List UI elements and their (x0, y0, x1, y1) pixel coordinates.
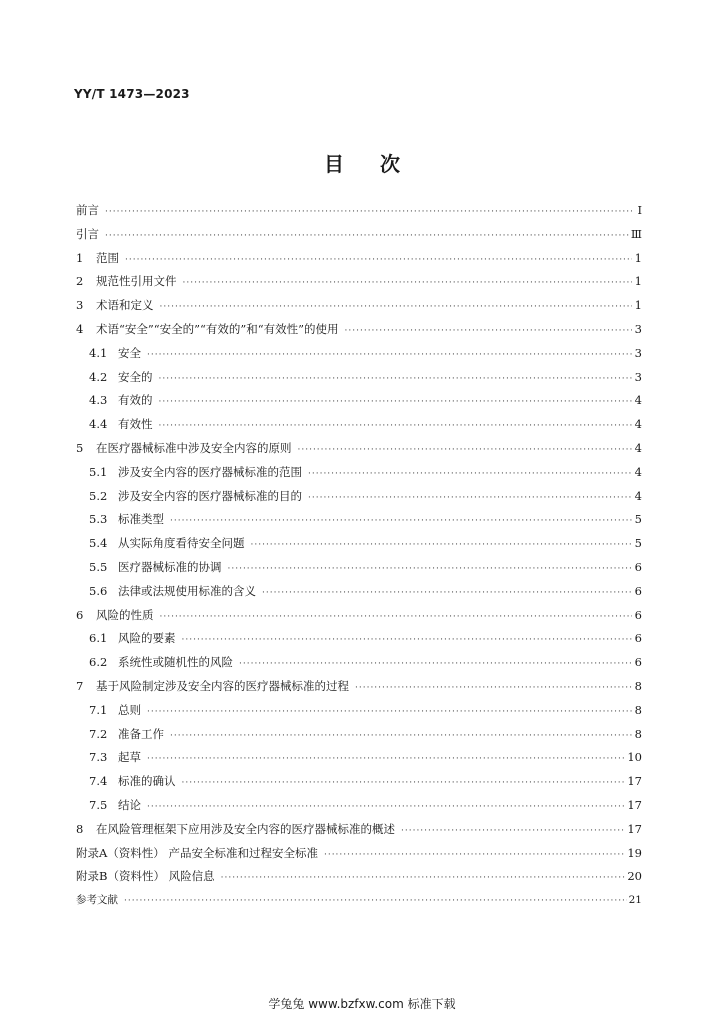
toc-entry-label: 规范性引用文件 (96, 274, 177, 289)
toc-entry-number: 6.1 (89, 631, 108, 646)
toc-entry[interactable] (76, 297, 642, 321)
toc-dot-leader (124, 896, 627, 906)
toc-entry-label: 安全的 (118, 369, 153, 384)
toc-entry-page: 3 (634, 369, 642, 384)
toc-entry-number: 7.3 (89, 750, 108, 765)
toc-dot-leader (170, 731, 632, 741)
toc-entry-page: Ⅲ (630, 226, 642, 241)
toc-entry[interactable] (76, 773, 642, 797)
toc-dot-leader (251, 540, 633, 550)
toc-entry-page: I (637, 203, 642, 217)
toc-dot-leader (147, 707, 632, 717)
toc-entry-label: 风险的要素 (118, 631, 176, 646)
toc-entry-page: 8 (634, 726, 642, 741)
toc-entry-label: 范围 (96, 250, 119, 265)
document-code: YY/T 1473—2023 (74, 87, 190, 101)
toc-entry-number: 4.2 (89, 369, 108, 384)
toc-dot-leader (183, 278, 633, 288)
toc-dot-leader (125, 255, 632, 265)
toc-entry[interactable] (76, 202, 642, 226)
toc-dot-leader (345, 326, 632, 336)
toc-entry-number: 7.2 (89, 726, 108, 741)
toc-dot-leader (147, 754, 625, 764)
toc-entry-number: 4.1 (89, 345, 108, 360)
toc-entry-page: 1 (634, 250, 642, 265)
toc-dot-leader (160, 612, 633, 622)
toc-entry[interactable] (76, 511, 642, 535)
toc-entry-label: 系统性或随机性的风险 (118, 655, 233, 670)
toc-dot-leader (147, 802, 625, 812)
toc-entry-label: 有效性 (118, 417, 153, 432)
toc-dot-leader (147, 350, 632, 360)
toc-entry[interactable] (76, 535, 642, 559)
toc-dot-leader (308, 469, 632, 479)
toc-dot-leader (401, 826, 625, 836)
toc-entry[interactable] (76, 892, 642, 916)
toc-entry-label: 涉及安全内容的医疗器械标准的范围 (118, 464, 302, 479)
toc-entry-number: 6 (76, 607, 84, 622)
toc-entry-page: 8 (634, 678, 642, 693)
toc-entry-page: 10 (627, 750, 642, 765)
toc-dot-leader (239, 659, 632, 669)
toc-entry-label: 附录B（资料性） 风险信息 (76, 869, 215, 884)
toc-entry-number: 7.5 (89, 797, 108, 812)
toc-dot-leader (182, 635, 633, 645)
toc-entry-page: 6 (634, 607, 642, 622)
toc-entry-number: 5.4 (89, 536, 108, 551)
toc-entry-page: 8 (634, 702, 642, 717)
toc-title: 目次 (324, 152, 436, 176)
toc-dot-leader (298, 445, 633, 455)
toc-entry-page: 6 (634, 559, 642, 574)
toc-entry-label: 总则 (118, 702, 141, 717)
toc-entry-page: 4 (634, 417, 642, 432)
toc-entry-number: 5.5 (89, 559, 108, 574)
toc-entry-number: 7 (76, 678, 84, 693)
toc-entry[interactable] (76, 749, 642, 773)
toc-entry-label: 起草 (118, 750, 141, 765)
toc-entry-page: 19 (627, 845, 642, 860)
toc-entry-number: 4.4 (89, 417, 108, 432)
toc-entry-label: 从实际角度看待安全问题 (118, 536, 245, 551)
toc-entry[interactable] (76, 416, 642, 440)
toc-entry-label: 准备工作 (118, 726, 164, 741)
toc-dot-leader (355, 683, 632, 693)
toc-entry[interactable] (76, 797, 642, 821)
toc-entry-label: 参考文献 (76, 894, 118, 907)
toc-dot-leader (105, 231, 629, 241)
toc-entry-label: 标准类型 (118, 512, 164, 527)
toc-entry-page: 6 (634, 583, 642, 598)
toc-entry[interactable] (76, 369, 642, 393)
toc-entry[interactable] (76, 559, 642, 583)
toc-entry[interactable] (76, 250, 642, 274)
toc-entry-number: 4 (76, 321, 84, 336)
toc-entry-label: 基于风险制定涉及安全内容的医疗器械标准的过程 (96, 678, 349, 693)
toc-dot-leader (159, 421, 633, 431)
toc-entry[interactable] (76, 345, 642, 369)
toc-entry[interactable] (76, 226, 642, 250)
table-of-contents (76, 202, 642, 916)
toc-entry-number: 4.3 (89, 393, 108, 408)
toc-entry-page: 6 (634, 655, 642, 670)
toc-entry-number: 7.4 (89, 774, 108, 789)
toc-entry-label: 附录A（资料性） 产品安全标准和过程安全标准 (76, 845, 318, 860)
toc-entry-number: 5.1 (89, 464, 108, 479)
toc-dot-leader (308, 493, 632, 503)
toc-entry-label: 标准的确认 (118, 774, 176, 789)
toc-entry-number: 5.3 (89, 512, 108, 527)
toc-entry[interactable] (76, 678, 642, 702)
toc-entry-label: 术语和定义 (96, 298, 154, 313)
toc-entry-page: 4 (634, 393, 642, 408)
toc-entry-number: 6.2 (89, 655, 108, 670)
toc-entry[interactable] (76, 583, 642, 607)
toc-entry-label: 结论 (118, 797, 141, 812)
toc-entry-number: 5.2 (89, 488, 108, 503)
toc-dot-leader (160, 302, 633, 312)
toc-entry-number: 1 (76, 250, 84, 265)
toc-entry[interactable] (76, 464, 642, 488)
toc-entry-label: 法律或法规使用标准的含义 (118, 583, 256, 598)
toc-entry-page: 17 (627, 774, 642, 789)
toc-entry[interactable] (76, 392, 642, 416)
toc-entry[interactable] (76, 845, 642, 869)
toc-entry-number: 5.6 (89, 583, 108, 598)
toc-entry[interactable] (76, 868, 642, 892)
toc-entry-page: 3 (634, 321, 642, 336)
toc-entry-label: 在医疗器械标准中涉及安全内容的原则 (96, 440, 292, 455)
toc-entry-label: 有效的 (118, 393, 153, 408)
toc-entry[interactable] (76, 726, 642, 750)
toc-entry-label: 前言 (76, 203, 99, 217)
toc-entry[interactable] (76, 321, 642, 345)
toc-dot-leader (221, 873, 626, 883)
toc-entry-label: 术语“安全”“安全的”“有效的”和“有效性”的使用 (96, 321, 339, 336)
toc-entry[interactable] (76, 654, 642, 678)
toc-entry[interactable] (76, 273, 642, 297)
toc-entry-page: 1 (634, 298, 642, 313)
toc-entry-number: 8 (76, 821, 84, 836)
toc-entry[interactable] (76, 488, 642, 512)
toc-entry[interactable] (76, 607, 642, 631)
toc-entry-page: 5 (634, 512, 642, 527)
toc-dot-leader (324, 850, 625, 860)
toc-entry[interactable] (76, 440, 642, 464)
toc-dot-leader (228, 564, 633, 574)
toc-entry-page: 1 (634, 274, 642, 289)
toc-entry[interactable] (76, 821, 642, 845)
toc-entry-number: 5 (76, 440, 84, 455)
toc-entry-label: 安全 (118, 345, 141, 360)
toc-entry-page: 5 (634, 536, 642, 551)
toc-entry-page: 21 (628, 894, 642, 907)
toc-entry-page: 6 (634, 631, 642, 646)
toc-entry[interactable] (76, 630, 642, 654)
toc-dot-leader (182, 778, 626, 788)
toc-entry-page: 17 (627, 797, 642, 812)
toc-entry-label: 引言 (76, 226, 99, 241)
toc-entry-number: 2 (76, 274, 84, 289)
toc-entry-page: 4 (634, 440, 642, 455)
toc-entry-label: 医疗器械标准的协调 (118, 559, 222, 574)
toc-dot-leader (170, 516, 632, 526)
toc-entry-page: 3 (634, 345, 642, 360)
toc-entry-page: 4 (634, 488, 642, 503)
footer-watermark: 学兔兔 www.bzfxw.com 标准下载 (268, 997, 456, 1011)
toc-entry-label: 在风险管理框架下应用涉及安全内容的医疗器械标准的概述 (96, 821, 395, 836)
toc-entry-label: 涉及安全内容的医疗器械标准的目的 (118, 488, 302, 503)
toc-entry-label: 风险的性质 (96, 607, 154, 622)
toc-entry-number: 3 (76, 298, 84, 313)
toc-dot-leader (262, 588, 632, 598)
toc-dot-leader (105, 207, 632, 217)
toc-dot-leader (159, 397, 633, 407)
toc-entry[interactable] (76, 702, 642, 726)
toc-entry-page: 20 (627, 869, 642, 884)
toc-dot-leader (159, 374, 633, 384)
toc-entry-number: 7.1 (89, 702, 108, 717)
toc-entry-page: 4 (634, 464, 642, 479)
toc-entry-page: 17 (627, 821, 642, 836)
